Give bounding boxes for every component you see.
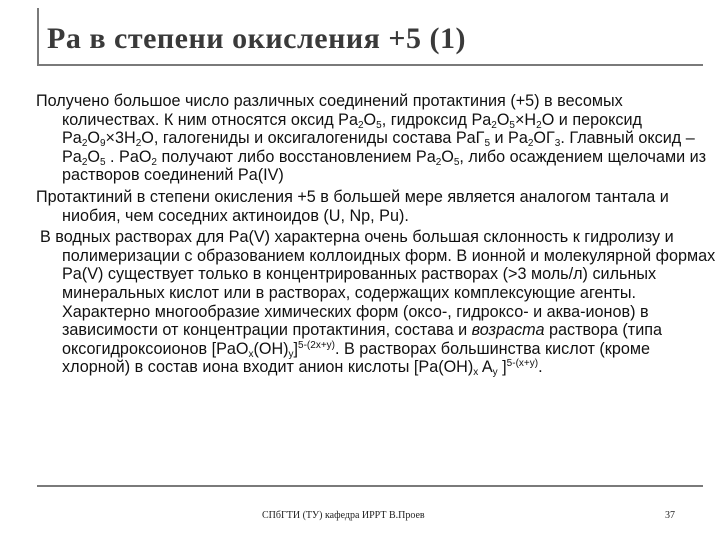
- slide-body: [36, 92, 716, 380]
- paragraph-compounds: Получено большое число различных соединений протактиния (+5) в весомых количествах. К ним относятся оксид $Pa_2O_5$, гидроксид $Pa_2O_5\times H_2O$ и пероксид $Pa_2O_9\times 3H_2O$, галогениды и оксигалогениды состава PaГ$_5$ и $Pa_2OГ_3$. Главный оксид – $Pa_2O_5$ . PaO$_2$ получают либо восстановлением $Pa_2O_5$, либо осаждением щелочами из растворов соединений Pa(IV): [36, 92, 707, 185]
- slide-title: Pa в степени окисления +5 (1): [47, 22, 466, 55]
- footer-rule: [37, 485, 703, 487]
- paragraph-aqueous-solutions: В водных растворах для Pa(V) характерна очень большая склонность к гидролизу и полимеризации с образованием коллоидных форм. В ионной и молекулярной формах Pa(V) существует только в концентрированных растворах (>3 моль/л) сильных минеральных кислот или в растворах, содержащих комплексующие агенты. Характерно многообразие химических форм (оксо-, гидроксо- и аква-ионов) в зависимости от концентрации протактиния, состава и возраста раствора (типа оксогидроксоионов $[PaO_x(OH)_y]^{5-(2x+y)}$. В растворах большинства кислот (кроме хлорной) в состав иона входит анион кислоты [$Pa(OH)_x$ $A_y$ ]$^{5-(x+y)}$.: [40, 228, 716, 379]
- page-number: 37: [665, 510, 675, 521]
- footer-author: СПбГТИ (ТУ) кафедра ИРРТ В.Проев: [262, 510, 425, 521]
- paragraph-analogy: Протактиний в степени окисления +5 в большей мере является аналогом тантала и ниобия, чем соседних актиноидов (U, Np, Pu).: [36, 187, 669, 225]
- title-vertical-rule: [37, 8, 39, 66]
- title-underline-rule: [37, 64, 703, 66]
